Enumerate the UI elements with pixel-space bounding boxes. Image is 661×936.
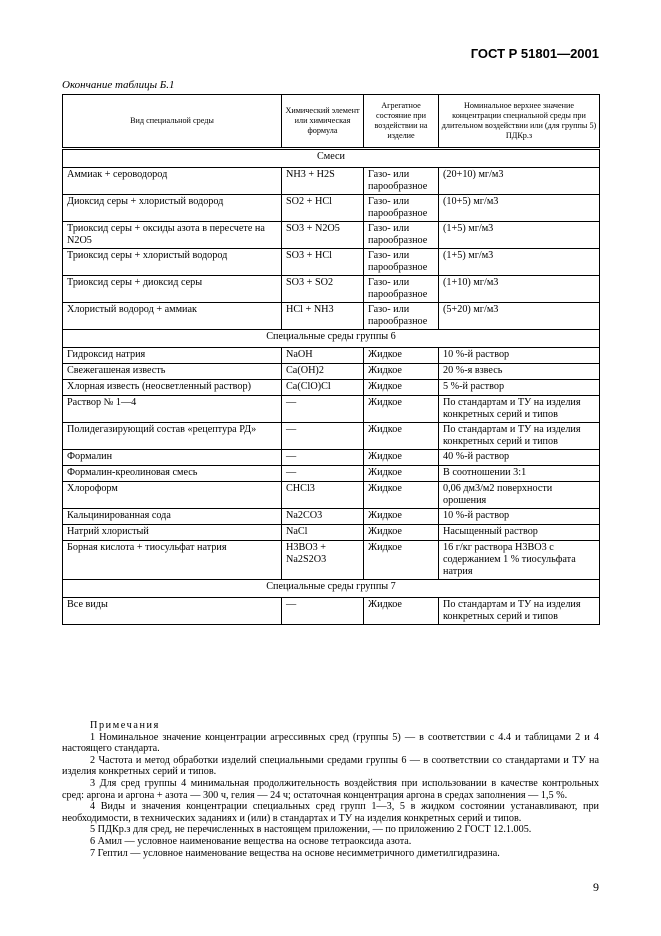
cell-medium: Кальцинированная сода (63, 509, 282, 525)
cell-medium: Хлористый водород + аммиак (63, 303, 282, 330)
section-title: Специальные среды группы 7 (63, 580, 600, 598)
cell-state: Жидкое (364, 396, 439, 423)
cell-value: 0,06 дм3/м2 поверхности орошения (439, 482, 600, 509)
cell-state: Жидкое (364, 525, 439, 541)
cell-medium: Хлорная известь (неосветленный раствор) (63, 380, 282, 396)
note-item: 7 Гептил — условное наименование вещества на основе несимметричного диметилгидразина. (90, 847, 500, 859)
table-container (62, 94, 599, 625)
cell-medium: Борная кислота + тиосульфат натрия (63, 541, 282, 580)
cell-formula: Na2CO3 (282, 509, 364, 525)
table-row (63, 598, 600, 625)
cell-value: 10 %-й раствор (439, 348, 600, 364)
cell-state: Жидкое (364, 380, 439, 396)
cell-medium: Формалин-креолиновая смесь (63, 466, 282, 482)
cell-formula: SO3 + N2O5 (282, 222, 364, 249)
table-row (63, 168, 600, 195)
section-title: Смеси (63, 149, 600, 168)
cell-state: Газо- или парообразное (364, 249, 439, 276)
cell-medium: Хлороформ (63, 482, 282, 509)
table-row (63, 396, 600, 423)
page-number: 9 (593, 880, 599, 894)
note-item: 1 Номинальное значение концентрации агрессивных сред (группы 5) — в соответствии с 4.4 и таблицами 2 и 4 настоящего стандарта. (62, 731, 599, 755)
cell-value: По стандартам и ТУ на изделия конкретных серий и типов (439, 598, 600, 625)
cell-value: (10+5) мг/м3 (439, 195, 600, 222)
cell-formula: H3BO3 + Na2S2O3 (282, 541, 364, 580)
note-item: 5 ПДКр.з для сред, не перечисленных в настоящем приложении, — по приложению 2 ГОСТ 12.1.005. (90, 824, 532, 836)
table-caption: Окончание таблицы Б.1 (62, 79, 175, 91)
section-row (63, 330, 600, 348)
cell-state: Газо- или парообразное (364, 195, 439, 222)
cell-formula: — (282, 598, 364, 625)
section-row (63, 580, 600, 598)
cell-medium: Полидегазирующий состав «рецептура РД» (63, 423, 282, 450)
cell-value: В соотношении 3:1 (439, 466, 600, 482)
column-header-state: Агрегатное состояние при воздействии на изделие (364, 95, 439, 149)
note-item: 6 Амил — условное наименование вещества на основе тетраоксида азота. (90, 835, 412, 847)
cell-value: (1+5) мг/м3 (439, 249, 600, 276)
table-row (63, 525, 600, 541)
note-item: 2 Частота и метод обработки изделий специальными средами группы 6 — в соответствии со стандартами и ТУ на изделия конкретных серий и типов. (62, 754, 599, 778)
cell-state: Жидкое (364, 423, 439, 450)
table-row (63, 541, 600, 580)
cell-medium: Диоксид серы + хлористый водород (63, 195, 282, 222)
cell-formula: Ca(OH)2 (282, 364, 364, 380)
cell-medium: Натрий хлористый (63, 525, 282, 541)
table-row (63, 276, 600, 303)
cell-medium: Свежегашеная известь (63, 364, 282, 380)
notes-block (62, 720, 599, 859)
cell-medium: Гидроксид натрия (63, 348, 282, 364)
table-row (63, 450, 600, 466)
cell-state: Жидкое (364, 509, 439, 525)
cell-formula: — (282, 396, 364, 423)
cell-state: Жидкое (364, 364, 439, 380)
cell-formula: SO3 + SO2 (282, 276, 364, 303)
table-row (63, 423, 600, 450)
cell-formula: NaOH (282, 348, 364, 364)
cell-state: Жидкое (364, 466, 439, 482)
cell-medium: Формалин (63, 450, 282, 466)
cell-value: (1+10) мг/м3 (439, 276, 600, 303)
cell-state: Газо- или парообразное (364, 168, 439, 195)
cell-state: Газо- или парообразное (364, 303, 439, 330)
cell-formula: — (282, 450, 364, 466)
cell-state: Жидкое (364, 482, 439, 509)
cell-formula: — (282, 423, 364, 450)
cell-value: 16 г/кг раствора H3BO3 с содержанием 1 % тиосульфата натрия (439, 541, 600, 580)
cell-formula: — (282, 466, 364, 482)
cell-value: (5+20) мг/м3 (439, 303, 600, 330)
table-row (63, 509, 600, 525)
table-row (63, 195, 600, 222)
cell-medium: Раствор № 1—4 (63, 396, 282, 423)
column-header-formula: Химический элемент или химическая формула (282, 95, 364, 149)
cell-formula: NH3 + H2S (282, 168, 364, 195)
table-row (63, 364, 600, 380)
notes-title: Примечания (90, 720, 160, 731)
cell-state: Газо- или парообразное (364, 276, 439, 303)
table-header-row (63, 95, 600, 149)
cell-value: По стандартам и ТУ на изделия конкретных серий и типов (439, 396, 600, 423)
cell-value: 5 %-й раствор (439, 380, 600, 396)
cell-formula: SO2 + HCl (282, 195, 364, 222)
note-item: 4 Виды и значения концентрации специальных сред групп 1—3, 5 в жидком состоянии устанавливают, при необходимости, в технических заданиях и (или) в стандартах и ТУ на изделия конкретных серий и типов. (62, 801, 599, 824)
cell-state: Жидкое (364, 348, 439, 364)
cell-medium: Все виды (63, 598, 282, 625)
section-title: Специальные среды группы 6 (63, 330, 600, 348)
cell-formula: HCl + NH3 (282, 303, 364, 330)
table-row (63, 249, 600, 276)
cell-medium: Триоксид серы + диоксид серы (63, 276, 282, 303)
cell-medium: Триоксид серы + хлористый водород (63, 249, 282, 276)
cell-state: Жидкое (364, 450, 439, 466)
column-header-value: Номинальное верхнее значение концентрации специальной среды при длительном воздействии или (для группы 5) ПДКр.з (439, 95, 600, 149)
cell-value: 20 %-я взвесь (439, 364, 600, 380)
table-row (63, 348, 600, 364)
cell-formula: SO3 + HCl (282, 249, 364, 276)
cell-medium: Аммиак + сероводород (63, 168, 282, 195)
cell-value: 40 %-й раствор (439, 450, 600, 466)
cell-state: Жидкое (364, 541, 439, 580)
note-item: 3 Для сред группы 4 минимальная продолжительность воздействия при использовании в качестве контрольных сред: аргона и аргона + азота — 300 ч, гелия — 24 ч; остаточная концентрация аргона в средах заполнения — 1,5 %. (62, 777, 599, 801)
cell-formula: CHCl3 (282, 482, 364, 509)
cell-formula: NaCl (282, 525, 364, 541)
cell-state: Газо- или парообразное (364, 222, 439, 249)
table-row (63, 482, 600, 509)
cell-formula: Ca(ClO)Cl (282, 380, 364, 396)
cell-state: Жидкое (364, 598, 439, 625)
cell-value: Насыщенный раствор (439, 525, 600, 541)
section-row (63, 149, 600, 168)
document-header: ГОСТ Р 51801—2001 (470, 46, 599, 61)
table-row (63, 303, 600, 330)
cell-value: По стандартам и ТУ на изделия конкретных серий и типов (439, 423, 600, 450)
table-row (63, 466, 600, 482)
column-header-medium: Вид специальной среды (63, 95, 282, 149)
cell-value: 10 %-й раствор (439, 509, 600, 525)
cell-value: (20+10) мг/м3 (439, 168, 600, 195)
media-table (62, 94, 600, 625)
cell-value: (1+5) мг/м3 (439, 222, 600, 249)
table-row (63, 222, 600, 249)
cell-medium: Триоксид серы + оксиды азота в пересчете на N2O5 (63, 222, 282, 249)
table-row (63, 380, 600, 396)
